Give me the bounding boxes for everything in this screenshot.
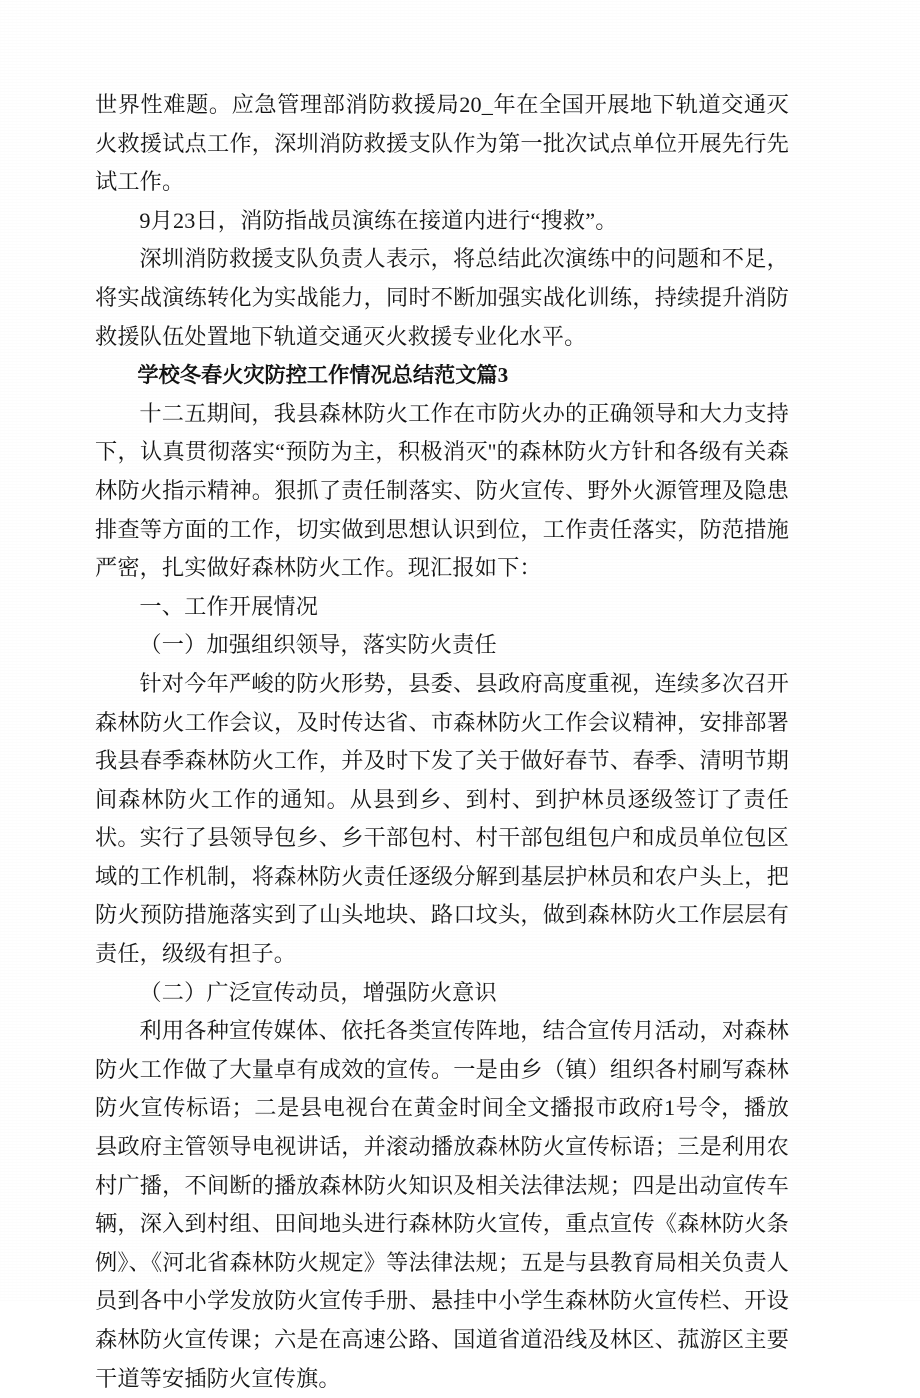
document-text-body xyxy=(95,86,789,1398)
paragraph-drill-date: 9月23日，消防指战员演练在接道内进行“搜救”。 xyxy=(139,207,618,233)
paragraph-continued-from-previous-page: 世界性难题。应急管理部消防救援局20_年在全国开展地下轨道交通灭火救援试点工作，深圳消防救援支队作为第一批次试点单位开展先行先试工作。 xyxy=(95,92,789,195)
paragraph-shenzhen-statement: 深圳消防救援支队负责人表示，将总结此次演练中的问题和不足，将实战演练转化为实战能力，同时不断加强实战化训练，持续提升消防救援队伍处置地下轨道交通灭火救援专业化水平。 xyxy=(95,246,789,349)
section-heading-article-3: 学校冬春火灾防控工作情况总结范文篇3 xyxy=(137,363,509,388)
subheading-item-one: （一）加强组织领导，落实防火责任 xyxy=(139,632,497,658)
paragraph-publicity-mobilization: 利用各种宣传媒体、依托各类宣传阵地，结合宣传月活动，对森林防火工作做了大量卓有成效的宣传。一是由乡（镇）组织各村刷写森林防火宣传标语；二是县电视台在黄金时间全文播报市政府1号令，播放县政府主管领导电视讲话，并滚动播放森林防火宣传标语；三是利用农村广播，不间断的播放森林防火知识及相关法律法规；四是出动宣传车辆，深入到村组、田间地头进行森林防火宣传，重点宣传《森林防火条例》、《河北省森林防火规定》等法律法规；五是与县教育局相关负责人员到各中小学发放防火宣传手册、悬挂中小学生森林防火宣传栏、开设森林防火宣传课；六是在高速公路、国道省道沿线及林区、菰游区主要干道等安插防火宣传旗。 xyxy=(95,1018,789,1391)
subheading-item-two: （二）广泛宣传动员，增强防火意识 xyxy=(139,979,497,1005)
paragraph-organizational-leadership: 针对今年严峻的防火形势，县委、县政府高度重视，连续多次召开森林防火工作会议，及时传达省、市森林防火工作会议精神，安排部署我县春季森林防火工作，并及时下发了关于做好春节、春季、清明节期间森林防火工作的通知。从县到乡、到村、到护林员逐级签订了责任状。实行了县领导包乡、乡干部包村、村干部包组包户和成员单位包区域的工作机制，将森林防火责任逐级分解到基层护林员和农户头上，把防火预防措施落实到了山头地块、路口坟头，做到森林防火工作层层有责任，级级有担子。 xyxy=(95,670,789,967)
subheading-section-one: 一、工作开展情况 xyxy=(139,593,319,619)
paragraph-twelfth-five-year-overview: 十二五期间，我县森林防火工作在市防火办的正确领导和大力支持下，认真贯彻落实“预防为主，积极消灭''的森林防火方针和各级有关森林防火指示精神。狠抓了责任制落实、防火宣传、野外火源管理及隐患排查等方面的工作，切实做到思想认识到位，工作责任落实，防范措施严密，扎实做好森林防火工作。现汇报如下： xyxy=(95,400,789,581)
